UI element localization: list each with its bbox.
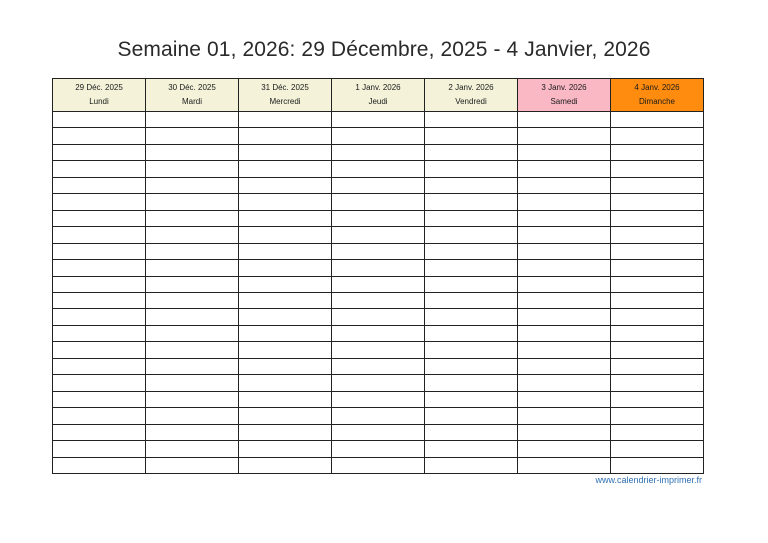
empty-cell[interactable] — [425, 358, 518, 374]
empty-cell[interactable] — [332, 325, 425, 341]
empty-cell[interactable] — [146, 260, 239, 276]
empty-cell[interactable] — [239, 325, 332, 341]
table-row — [53, 441, 704, 457]
day-header-saturday — [518, 79, 611, 112]
empty-cell[interactable] — [146, 161, 239, 177]
empty-cell[interactable] — [239, 309, 332, 325]
empty-cell[interactable] — [332, 260, 425, 276]
empty-cell[interactable] — [146, 309, 239, 325]
empty-cell[interactable] — [611, 210, 704, 226]
empty-cell[interactable] — [239, 227, 332, 243]
empty-cell[interactable] — [239, 424, 332, 440]
table-row — [53, 128, 704, 144]
empty-cell[interactable] — [611, 144, 704, 160]
empty-cell[interactable] — [332, 457, 425, 473]
empty-cell[interactable] — [332, 144, 425, 160]
empty-cell[interactable] — [239, 161, 332, 177]
empty-cell[interactable] — [611, 194, 704, 210]
empty-cell[interactable] — [53, 292, 146, 308]
empty-cell[interactable] — [518, 161, 611, 177]
day-name: Samedi — [550, 97, 578, 106]
empty-cell[interactable] — [425, 210, 518, 226]
footer-link[interactable]: www.calendrier-imprimer.fr — [595, 475, 702, 485]
empty-cell[interactable] — [146, 276, 239, 292]
empty-cell[interactable] — [146, 194, 239, 210]
empty-cell[interactable] — [146, 375, 239, 391]
empty-cell[interactable] — [239, 441, 332, 457]
empty-cell[interactable] — [425, 112, 518, 128]
empty-cell[interactable] — [146, 227, 239, 243]
empty-cell[interactable] — [239, 243, 332, 259]
table-row — [53, 227, 704, 243]
empty-cell[interactable] — [53, 243, 146, 259]
empty-cell[interactable] — [53, 342, 146, 358]
empty-cell[interactable] — [53, 112, 146, 128]
empty-cell[interactable] — [425, 342, 518, 358]
empty-cell[interactable] — [518, 441, 611, 457]
empty-cell[interactable] — [53, 210, 146, 226]
page-title: Semaine 01, 2026: 29 Décembre, 2025 - 4 Janvier, 2026 — [117, 38, 651, 61]
empty-cell[interactable] — [53, 161, 146, 177]
empty-cell[interactable] — [611, 161, 704, 177]
empty-cell[interactable] — [146, 243, 239, 259]
empty-cell[interactable] — [518, 358, 611, 374]
empty-cell[interactable] — [425, 194, 518, 210]
day-name: Mercredi — [269, 97, 301, 106]
table-row — [53, 325, 704, 341]
empty-cell[interactable] — [611, 325, 704, 341]
day-name: Dimanche — [638, 97, 675, 106]
empty-cell[interactable] — [518, 375, 611, 391]
table-row — [53, 210, 704, 226]
empty-cell[interactable] — [518, 342, 611, 358]
table-row — [53, 391, 704, 407]
empty-cell[interactable] — [518, 325, 611, 341]
empty-cell[interactable] — [611, 424, 704, 440]
table-row — [53, 243, 704, 259]
empty-cell[interactable] — [146, 358, 239, 374]
empty-cell[interactable] — [518, 408, 611, 424]
empty-cell[interactable] — [53, 325, 146, 341]
empty-cell[interactable] — [425, 375, 518, 391]
empty-cell[interactable] — [518, 457, 611, 473]
empty-cell[interactable] — [425, 424, 518, 440]
table-row — [53, 424, 704, 440]
empty-cell[interactable] — [332, 391, 425, 407]
empty-cell[interactable] — [239, 276, 332, 292]
day-name: Lundi — [89, 97, 109, 106]
empty-cell[interactable] — [611, 375, 704, 391]
empty-cell[interactable] — [425, 391, 518, 407]
empty-cell[interactable] — [239, 177, 332, 193]
day-header-wednesday — [239, 79, 332, 112]
empty-cell[interactable] — [611, 358, 704, 374]
empty-cell[interactable] — [518, 243, 611, 259]
empty-cell[interactable] — [518, 128, 611, 144]
empty-cell[interactable] — [239, 408, 332, 424]
empty-cell[interactable] — [146, 112, 239, 128]
empty-cell[interactable] — [425, 441, 518, 457]
empty-cell[interactable] — [146, 391, 239, 407]
empty-cell[interactable] — [332, 408, 425, 424]
header-row — [53, 79, 704, 112]
empty-cell[interactable] — [425, 227, 518, 243]
empty-cell[interactable] — [518, 292, 611, 308]
day-date: 1 Janv. 2026 — [355, 83, 401, 92]
empty-cell[interactable] — [53, 375, 146, 391]
empty-cell[interactable] — [425, 161, 518, 177]
empty-cell[interactable] — [425, 260, 518, 276]
empty-cell[interactable] — [53, 276, 146, 292]
table-row — [53, 144, 704, 160]
calendar-body — [53, 112, 704, 474]
empty-cell[interactable] — [332, 292, 425, 308]
empty-cell[interactable] — [239, 358, 332, 374]
empty-cell[interactable] — [332, 243, 425, 259]
table-row — [53, 292, 704, 308]
empty-cell[interactable] — [518, 260, 611, 276]
empty-cell[interactable] — [239, 260, 332, 276]
table-row — [53, 112, 704, 128]
day-date: 30 Déc. 2025 — [168, 83, 216, 92]
empty-cell[interactable] — [425, 325, 518, 341]
day-header-thursday — [332, 79, 425, 112]
empty-cell[interactable] — [611, 260, 704, 276]
empty-cell[interactable] — [332, 424, 425, 440]
table-row — [53, 375, 704, 391]
empty-cell[interactable] — [611, 177, 704, 193]
empty-cell[interactable] — [425, 309, 518, 325]
empty-cell[interactable] — [611, 112, 704, 128]
empty-cell[interactable] — [332, 375, 425, 391]
empty-cell[interactable] — [239, 194, 332, 210]
empty-cell[interactable] — [518, 112, 611, 128]
empty-cell[interactable] — [146, 441, 239, 457]
empty-cell[interactable] — [518, 177, 611, 193]
table-row — [53, 194, 704, 210]
table-row — [53, 260, 704, 276]
empty-cell[interactable] — [425, 292, 518, 308]
empty-cell[interactable] — [239, 210, 332, 226]
empty-cell[interactable] — [332, 227, 425, 243]
empty-cell[interactable] — [53, 260, 146, 276]
empty-cell[interactable] — [611, 457, 704, 473]
empty-cell[interactable] — [53, 128, 146, 144]
empty-cell[interactable] — [53, 441, 146, 457]
table-row — [53, 408, 704, 424]
day-name: Mardi — [181, 97, 202, 106]
empty-cell[interactable] — [332, 276, 425, 292]
empty-cell[interactable] — [332, 342, 425, 358]
empty-cell[interactable] — [53, 144, 146, 160]
empty-cell[interactable] — [611, 276, 704, 292]
empty-cell[interactable] — [53, 177, 146, 193]
empty-cell[interactable] — [332, 441, 425, 457]
day-name: Vendredi — [455, 97, 487, 106]
empty-cell[interactable] — [146, 128, 239, 144]
empty-cell[interactable] — [53, 358, 146, 374]
empty-cell[interactable] — [146, 457, 239, 473]
empty-cell[interactable] — [611, 408, 704, 424]
day-date: 4 Janv. 2026 — [634, 83, 680, 92]
empty-cell[interactable] — [239, 292, 332, 308]
empty-cell[interactable] — [53, 194, 146, 210]
empty-cell[interactable] — [518, 391, 611, 407]
empty-cell[interactable] — [146, 342, 239, 358]
day-date: 29 Déc. 2025 — [75, 83, 123, 92]
empty-cell[interactable] — [611, 391, 704, 407]
day-date: 2 Janv. 2026 — [448, 83, 494, 92]
empty-cell[interactable] — [611, 342, 704, 358]
empty-cell[interactable] — [518, 227, 611, 243]
empty-cell[interactable] — [332, 194, 425, 210]
day-name: Jeudi — [368, 97, 388, 106]
empty-cell[interactable] — [53, 227, 146, 243]
day-date: 31 Déc. 2025 — [261, 83, 309, 92]
empty-cell[interactable] — [332, 358, 425, 374]
empty-cell[interactable] — [332, 309, 425, 325]
empty-cell[interactable] — [146, 408, 239, 424]
empty-cell[interactable] — [425, 128, 518, 144]
empty-cell[interactable] — [332, 210, 425, 226]
empty-cell[interactable] — [146, 325, 239, 341]
table-row — [53, 276, 704, 292]
empty-cell[interactable] — [239, 128, 332, 144]
empty-cell[interactable] — [53, 457, 146, 473]
table-row — [53, 309, 704, 325]
table-row — [53, 457, 704, 473]
empty-cell[interactable] — [611, 243, 704, 259]
empty-cell[interactable] — [332, 177, 425, 193]
empty-cell[interactable] — [425, 276, 518, 292]
empty-cell[interactable] — [53, 424, 146, 440]
empty-cell[interactable] — [332, 161, 425, 177]
day-header-sunday — [611, 79, 704, 112]
empty-cell[interactable] — [518, 424, 611, 440]
table-row — [53, 177, 704, 193]
empty-cell[interactable] — [146, 177, 239, 193]
empty-cell[interactable] — [239, 144, 332, 160]
empty-cell[interactable] — [53, 309, 146, 325]
empty-cell[interactable] — [425, 243, 518, 259]
empty-cell[interactable] — [239, 342, 332, 358]
day-header-friday — [425, 79, 518, 112]
empty-cell[interactable] — [146, 144, 239, 160]
empty-cell[interactable] — [611, 227, 704, 243]
empty-cell[interactable] — [146, 424, 239, 440]
table-row — [53, 342, 704, 358]
empty-cell[interactable] — [518, 194, 611, 210]
day-header-tuesday — [146, 79, 239, 112]
empty-cell[interactable] — [425, 408, 518, 424]
empty-cell[interactable] — [53, 391, 146, 407]
table-row — [53, 358, 704, 374]
empty-cell[interactable] — [239, 457, 332, 473]
empty-cell[interactable] — [611, 292, 704, 308]
empty-cell[interactable] — [518, 210, 611, 226]
day-header-monday — [53, 79, 146, 112]
table-row — [53, 161, 704, 177]
empty-cell[interactable] — [239, 391, 332, 407]
empty-cell[interactable] — [332, 128, 425, 144]
empty-cell[interactable] — [146, 292, 239, 308]
day-date: 3 Janv. 2026 — [541, 83, 587, 92]
empty-cell[interactable] — [518, 144, 611, 160]
empty-cell[interactable] — [239, 112, 332, 128]
empty-cell[interactable] — [611, 309, 704, 325]
empty-cell[interactable] — [425, 144, 518, 160]
empty-cell[interactable] — [518, 309, 611, 325]
empty-cell[interactable] — [425, 457, 518, 473]
empty-cell[interactable] — [611, 128, 704, 144]
weekly-calendar-table — [52, 78, 704, 474]
empty-cell[interactable] — [53, 408, 146, 424]
empty-cell[interactable] — [611, 441, 704, 457]
empty-cell[interactable] — [146, 210, 239, 226]
empty-cell[interactable] — [332, 112, 425, 128]
empty-cell[interactable] — [425, 177, 518, 193]
empty-cell[interactable] — [518, 276, 611, 292]
empty-cell[interactable] — [239, 375, 332, 391]
